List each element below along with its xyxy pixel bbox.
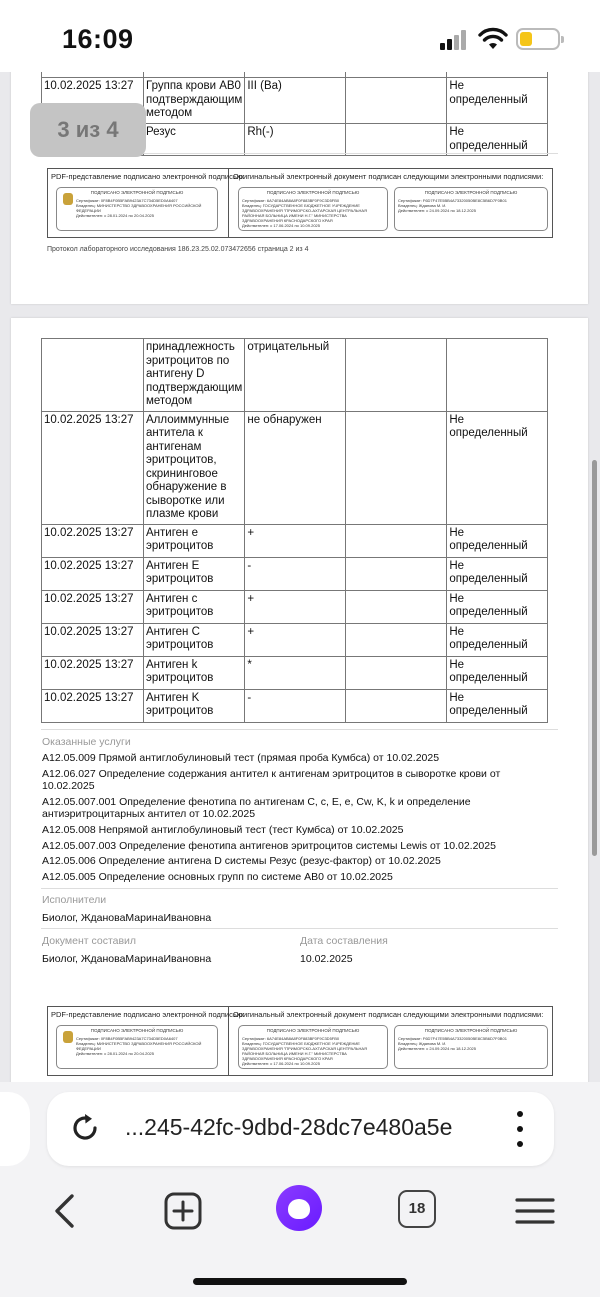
previous-tab-card[interactable] <box>0 1092 30 1166</box>
signature-pdf-header: PDF-представление подписано электронной подписью: <box>51 1010 245 1019</box>
table-row <box>42 623 548 656</box>
cell-status: Не определенный <box>447 524 548 557</box>
cell-test: Антиген c эритроцитов <box>144 590 245 623</box>
emblem-icon <box>63 193 73 205</box>
table-row <box>42 339 548 412</box>
table-row <box>42 656 548 689</box>
protocol-footer: Протокол лабораторного исследования 186.23.25.02.073472656 страница 2 из 4 <box>47 246 309 253</box>
tabs-count-button[interactable]: 18 <box>398 1190 436 1228</box>
browser-toolbar <box>0 1082 600 1297</box>
cell-result: - <box>245 689 346 722</box>
cell-result: Rh(-) <box>245 124 346 156</box>
table-row <box>42 411 548 524</box>
service-item: A12.05.007.001 Определение фенотипа по антигенам C, c, E, e, Cw, K, k и определение антиэритроцитарных антител от 10.02.2025 <box>42 796 471 820</box>
date-label: Дата составления <box>300 935 388 947</box>
table-row <box>42 524 548 557</box>
executors-label: Исполнители <box>42 894 107 906</box>
cell-date: 10.02.2025 13:27 <box>42 411 144 524</box>
cell-result: не обнаружен <box>245 411 346 524</box>
signature-original-panel <box>230 1007 553 1022</box>
cell-result: + <box>245 524 346 557</box>
table-row <box>42 689 548 722</box>
cell-test: Антиген k эритроцитов <box>144 656 245 689</box>
services-label: Оказанные услуги <box>42 736 131 748</box>
signature-original-header: Оригинальный электронный документ подписан следующими электронными подписями: <box>233 1010 544 1019</box>
signature-pdf-header: PDF-представление подписано электронной подписью: <box>51 172 245 181</box>
cell-empty <box>346 524 447 557</box>
signature-stamp: ПОДПИСАНО ЭЛЕКТРОННОЙ ПОДПИСЬЮ Сертификат: F6D7F47E5BB4A73320050BE8C5B6D7F0B01 Владелец: Жданова М. И. Действителен: с 24.09.2024 по 18.12.2025 <box>394 1025 548 1069</box>
status-bar <box>0 0 600 72</box>
new-tab-icon[interactable] <box>158 1186 208 1236</box>
cell-status: Не определенный <box>447 411 548 524</box>
cell-date: 10.02.2025 13:27 <box>42 623 144 656</box>
cell-test: Антиген e эритроцитов <box>144 524 245 557</box>
cellular-signal-icon <box>440 30 468 50</box>
service-item: A12.05.008 Непрямой антиглобулиновый тест (тест Кумбса) от 10.02.2025 <box>42 824 404 836</box>
signature-stamp: ПОДПИСАНО ЭЛЕКТРОННОЙ ПОДПИСЬЮ Сертификат: 6A74E84AB8A8F0F883BF0F9C3D5FB0 Владелец: ГОСУДАРСТВЕННОЕ БЮДЖЕТНОЕ УЧРЕЖДЕНИЕ ЗДРАВООХРАНЕНИЯ "ПРИМОРСКО-АХТАРСКАЯ ЦЕНТРАЛЬНАЯ РАЙОННАЯ БОЛЬНИЦА ИМЕНИ Н.Г." МИНИСТЕРСТВА ЗДРАВООХРАНЕНИЯ КРАСНОДАРСКОГО КРАЯ Действителен: с 17.06.2024 по 10.09.2025 <box>238 1025 388 1069</box>
cell-date: 10.02.2025 13:27 <box>42 524 144 557</box>
battery-icon <box>516 28 560 50</box>
cell-result: + <box>245 590 346 623</box>
status-time: 16:09 <box>62 24 134 54</box>
cell-result: отрицательный <box>245 339 346 412</box>
cell-status: Не определенный <box>447 590 548 623</box>
cell-date <box>42 339 144 412</box>
signature-stamp: ПОДПИСАНО ЭЛЕКТРОННОЙ ПОДПИСЬЮ Сертификат: 6A74E84AB8A8F0F883BF0F9C3D5FB0 Владелец: ГОСУДАРСТВЕННОЕ БЮДЖЕТНОЕ УЧРЕЖДЕНИЕ ЗДРАВООХРАНЕНИЯ "ПРИМОРСКО-АХТАРСКАЯ ЦЕНТРАЛЬНАЯ РАЙОННАЯ БОЛЬНИЦА ИМЕНИ Н.Г." МИНИСТЕРСТВА ЗДРАВООХРАНЕНИЯ КРАСНОДАРСКОГО КРАЯ Действителен: с 17.06.2024 по 10.09.2025 <box>238 187 388 231</box>
cell-empty <box>346 557 447 590</box>
cell-status: Не определенный <box>447 623 548 656</box>
executor-name: Биолог, ЖдановаМаринаИвановна <box>42 912 212 924</box>
cell-test: Группа крови АВ0 подтверждающим методом <box>144 78 245 124</box>
home-indicator <box>193 1278 407 1285</box>
signature-block <box>47 1006 553 1076</box>
signature-block <box>47 168 553 238</box>
divider <box>41 888 558 889</box>
cell-empty <box>346 689 447 722</box>
divider <box>41 729 558 730</box>
cell-empty <box>346 339 447 412</box>
cell-date: 10.02.2025 13:27 <box>42 557 144 590</box>
cell-test: Антиген E эритроцитов <box>144 557 245 590</box>
signature-original-panel <box>230 169 553 184</box>
cell-status: Не определенный <box>447 78 548 124</box>
cell-test: принадлежность эритроцитов по антигену D подтверждающим методом <box>144 339 245 412</box>
url-text[interactable]: ...245-42fc-9dbd-28dc7e480a5e <box>125 1114 453 1140</box>
cell-date: 10.02.2025 13:27 <box>42 590 144 623</box>
service-item: A12.05.007.003 Определение фенотипа антигенов эритроцитов системы Lewis от 10.02.2025 <box>42 840 496 852</box>
wifi-icon <box>478 27 508 51</box>
signature-original-header: Оригинальный электронный документ подписан следующими электронными подписями: <box>233 172 544 181</box>
signature-pdf-panel <box>48 1007 245 1075</box>
cell-test: Антиген C эритроцитов <box>144 623 245 656</box>
page-indicator: 3 из 4 <box>30 103 146 157</box>
composed-date: 10.02.2025 <box>300 953 353 965</box>
cell-status: Не определенный <box>447 124 548 156</box>
service-item: A12.05.006 Определение антигена D системы Резус (резус-фактор) от 10.02.2025 <box>42 855 441 867</box>
cell-empty <box>346 124 447 156</box>
cell-result: + <box>245 623 346 656</box>
address-bar[interactable] <box>47 1092 554 1166</box>
cell-status: Не определенный <box>447 656 548 689</box>
service-item: A12.05.009 Прямой антиглобулиновый тест (прямая проба Кумбса) от 10.02.2025 <box>42 752 440 764</box>
signature-stamp: ПОДПИСАНО ЭЛЕКТРОННОЙ ПОДПИСЬЮ Сертификат: F6D7F47E5BB4A73320050BE8C5B6D7F0B01 Владелец: Жданова М. И. Действителен: с 24.09.2024 по 18.12.2025 <box>394 187 548 231</box>
scrollbar[interactable] <box>592 460 597 856</box>
signature-stamp: ПОДПИСАНО ЭЛЕКТРОННОЙ ПОДПИСЬЮ Сертификат: 0F8B4F0B5FAB9423A7C734D5ED0A6407 Владелец: МИНИСТЕРСТВО ЗДРАВООХРАНЕНИЯ РОССИЙСКОЙ ФЕДЕРАЦИИ Действителен: с 28.01.2024 по 20.04.2025 <box>56 1025 218 1069</box>
composer-name: Биолог, ЖдановаМаринаИвановна <box>42 953 212 965</box>
pdf-page <box>11 318 588 1082</box>
cell-result: - <box>245 557 346 590</box>
cell-date: 10.02.2025 13:27 <box>42 656 144 689</box>
cell-status: Не определенный <box>447 689 548 722</box>
hamburger-menu-icon[interactable] <box>510 1186 560 1236</box>
cell-test: Антиген K эритроцитов <box>144 689 245 722</box>
cell-date: 10.02.2025 13:27 <box>42 78 144 124</box>
cell-test: Резус <box>144 124 245 156</box>
cell-empty <box>346 78 447 124</box>
cell-empty <box>346 411 447 524</box>
more-menu-icon[interactable] <box>516 1111 524 1147</box>
service-item: A12.06.027 Определение содержания антител к антигенам эритроцитов в сыворотке крови от 10.02.2025 <box>42 768 501 792</box>
results-table <box>41 338 548 723</box>
table-row <box>42 590 548 623</box>
table-row <box>42 557 548 590</box>
service-item: A12.05.005 Определение основных групп по системе АВ0 от 10.02.2025 <box>42 871 393 883</box>
signature-pdf-panel <box>48 169 245 237</box>
divider <box>41 928 558 929</box>
composer-label: Документ составил <box>42 935 137 947</box>
signature-stamp: ПОДПИСАНО ЭЛЕКТРОННОЙ ПОДПИСЬЮ Сертификат: 0F8B4F0B5FAB9423A7C734D5ED0A6407 Владелец: МИНИСТЕРСТВО ЗДРАВООХРАНЕНИЯ РОССИЙСКОЙ ФЕДЕРАЦИИ Действителен: с 28.01.2024 по 20.04.2025 <box>56 187 218 231</box>
cell-status: Не определенный <box>447 557 548 590</box>
cell-result: III (Ba) <box>245 78 346 124</box>
pdf-viewer[interactable] <box>0 72 600 1082</box>
cell-status <box>447 339 548 412</box>
back-icon[interactable] <box>40 1186 90 1236</box>
emblem-icon <box>63 1031 73 1043</box>
cell-empty <box>346 656 447 689</box>
alice-assistant-icon[interactable] <box>276 1185 322 1231</box>
cell-result: * <box>245 656 346 689</box>
cell-empty <box>346 590 447 623</box>
cell-test: Аллоиммунные антитела к антигенам эритроцитов, скрининговое обнаружение в сыворотке или плазме крови <box>144 411 245 524</box>
cell-empty <box>346 623 447 656</box>
reload-icon[interactable] <box>67 1110 103 1146</box>
cell-date: 10.02.2025 13:27 <box>42 689 144 722</box>
